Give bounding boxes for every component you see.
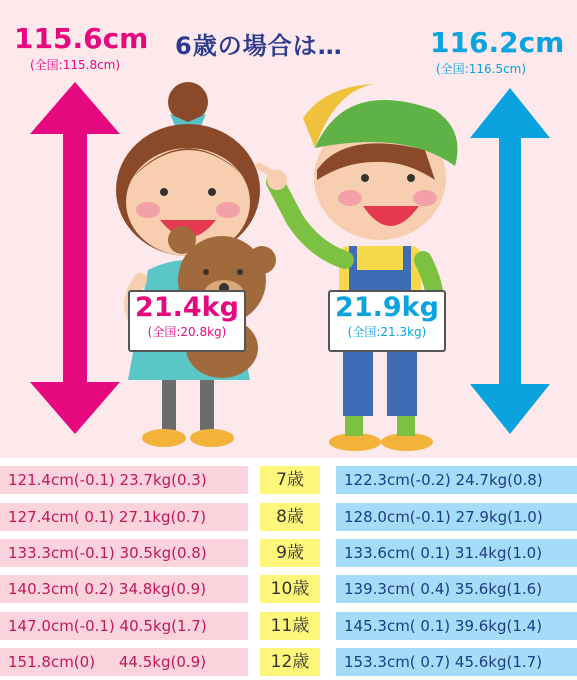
age-label: 11歳: [260, 612, 320, 640]
boy-illustration: [255, 70, 475, 452]
girl-stats: 147.0cm(-0.1) 40.5kg(1.7): [0, 612, 248, 640]
age-label: 9歳: [260, 539, 320, 567]
girl-stats: 140.3cm( 0.2) 34.8kg(0.9): [0, 575, 248, 603]
girl-stats: 151.8cm(0) 44.5kg(0.9): [0, 648, 248, 676]
girl-stats: 127.4cm( 0.1) 27.1kg(0.7): [0, 503, 248, 531]
boy-stats: 133.6cm( 0.1) 31.4kg(1.0): [336, 539, 577, 567]
boy-weight-national: (全国:21.3kg): [347, 325, 427, 339]
boy-height: 116.2cm: [430, 26, 565, 59]
table-row: [0, 466, 577, 494]
girl-weight-national: (全国:20.8kg): [147, 325, 227, 339]
girl-stats: 121.4cm(-0.1) 23.7kg(0.3): [0, 466, 248, 494]
girl-weight-box: [128, 290, 246, 352]
girl-height: 115.6cm: [14, 22, 149, 55]
girl-stats: 133.3cm(-0.1) 30.5kg(0.8): [0, 539, 248, 567]
boy-weight: 21.9kg: [335, 292, 439, 323]
table-row: [0, 648, 577, 676]
boy-height-national: (全国:116.5cm): [436, 62, 527, 76]
table-row: [0, 539, 577, 567]
girl-weight: 21.4kg: [135, 292, 239, 323]
page-title: 6歳の場合は…: [175, 32, 343, 60]
boy-stats: 145.3cm( 0.1) 39.6kg(1.4): [336, 612, 577, 640]
boy-stats: 122.3cm(-0.2) 24.7kg(0.8): [336, 466, 577, 494]
table-row: [0, 575, 577, 603]
boy-height-arrow-icon: [470, 88, 550, 434]
age-label: 12歳: [260, 648, 320, 676]
girl-height-national: (全国:115.8cm): [30, 58, 121, 72]
table-row: [0, 612, 577, 640]
boy-stats: 139.3cm( 0.4) 35.6kg(1.6): [336, 575, 577, 603]
boy-stats: 128.0cm(-0.1) 27.9kg(1.0): [336, 503, 577, 531]
boy-stats: 153.3cm( 0.7) 45.6kg(1.7): [336, 648, 577, 676]
age-label: 10歳: [260, 575, 320, 603]
table-row: [0, 503, 577, 531]
age-label: 7歳: [260, 466, 320, 494]
boy-weight-box: [328, 290, 446, 352]
age-label: 8歳: [260, 503, 320, 531]
